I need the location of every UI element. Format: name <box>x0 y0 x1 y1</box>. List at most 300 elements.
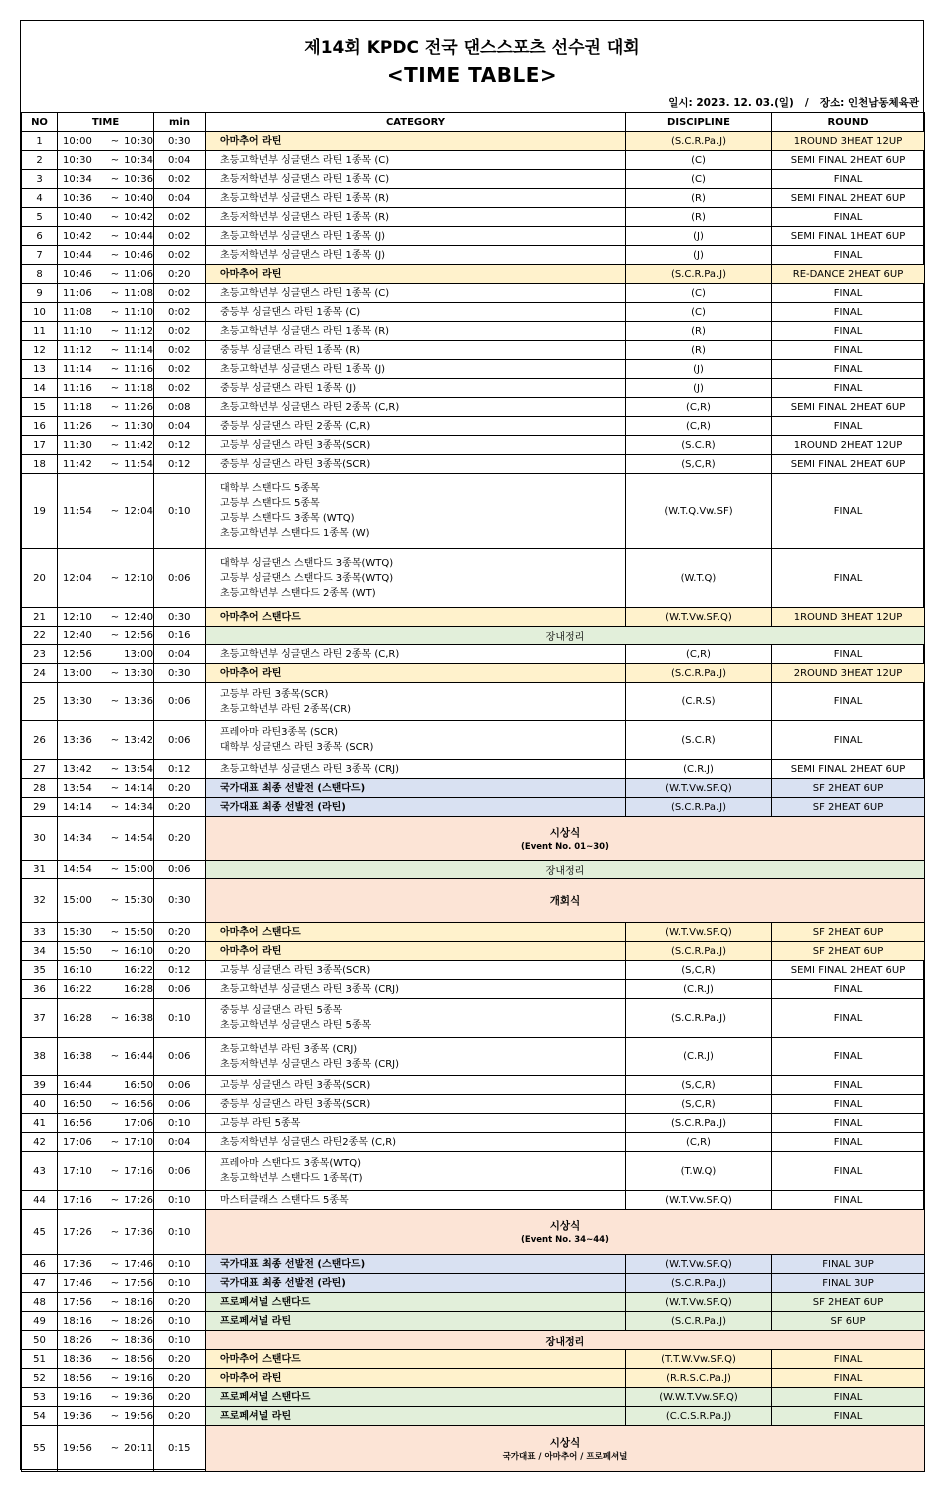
row-round: FINAL <box>772 284 925 303</box>
row-number: 39 <box>22 1076 58 1095</box>
row-category <box>206 189 626 208</box>
row-number: 7 <box>22 246 58 265</box>
time-end: 13:30 <box>124 667 153 679</box>
row-category <box>206 455 626 474</box>
row-category <box>206 474 626 549</box>
category-line: 초등고학년부 라틴 2종목(CR) <box>220 703 352 715</box>
row-minutes: 0:02 <box>154 208 206 227</box>
row-discipline: (C) <box>626 284 772 303</box>
time-tilde: ~ <box>110 173 120 185</box>
time-tilde: ~ <box>110 1372 120 1384</box>
time-start: 14:14 <box>63 801 92 813</box>
time-tilde: ~ <box>110 1277 120 1289</box>
row-time <box>58 817 154 861</box>
span-title: 장내정리 <box>545 1336 585 1348</box>
table-row <box>22 779 925 798</box>
row-category <box>206 1350 626 1369</box>
row-time <box>58 645 154 664</box>
time-end: 11:26 <box>124 401 153 413</box>
row-discipline: (S.C.R.Pa.J) <box>626 664 772 683</box>
row-number: 2 <box>22 151 58 170</box>
row-time <box>58 227 154 246</box>
row-round: FINAL <box>772 721 925 760</box>
row-number: 21 <box>22 608 58 627</box>
table-row <box>22 246 925 265</box>
row-number: 47 <box>22 1274 58 1293</box>
time-start: 12:10 <box>63 611 92 623</box>
row-discipline: (C,R) <box>626 1133 772 1152</box>
span-subtitle: (Event No. 34~44) <box>521 1235 609 1245</box>
row-time <box>58 798 154 817</box>
row-round: FINAL <box>772 683 925 721</box>
time-tilde: ~ <box>110 763 120 775</box>
row-round: FINAL <box>772 246 925 265</box>
span-subtitle: 국가대표 / 아마추어 / 프로페셔널 <box>502 1451 628 1462</box>
time-end: 11:18 <box>124 382 153 394</box>
time-end: 19:16 <box>124 1372 153 1384</box>
row-category <box>206 170 626 189</box>
row-minutes: 0:10 <box>154 474 206 549</box>
table-row <box>22 208 925 227</box>
time-tilde: ~ <box>110 1194 120 1206</box>
row-discipline: (S.C.R) <box>626 436 772 455</box>
time-start: 16:56 <box>63 1117 92 1129</box>
category-line: 대학부 싱글댄스 스탠다드 3종목(WTQ) <box>220 557 394 569</box>
row-minutes: 0:06 <box>154 861 206 879</box>
row-number: 11 <box>22 322 58 341</box>
time-end: 11:30 <box>124 420 153 432</box>
time-start: 14:54 <box>63 864 92 875</box>
time-start: 19:36 <box>63 1410 92 1422</box>
table-row <box>22 455 925 474</box>
time-end: 18:36 <box>124 1334 153 1346</box>
row-category <box>206 980 626 999</box>
row-minutes: 0:20 <box>154 1293 206 1312</box>
row-time <box>58 683 154 721</box>
row-minutes: 0:30 <box>154 608 206 627</box>
category-line: 프레아마 스탠다드 3종목(WTQ) <box>220 1158 361 1169</box>
row-discipline: (T.W.Q) <box>626 1152 772 1191</box>
row-minutes: 0:02 <box>154 379 206 398</box>
row-minutes: 0:02 <box>154 360 206 379</box>
time-tilde: ~ <box>110 382 120 394</box>
time-end: 10:34 <box>124 154 153 166</box>
row-category <box>206 398 626 417</box>
row-span-event <box>206 817 925 861</box>
category-line: 초등저학년부 싱글댄스 라틴2종목 (C,R) <box>220 1136 397 1148</box>
table-row <box>22 942 925 961</box>
time-end: 17:56 <box>124 1277 153 1289</box>
header-no: NO <box>22 113 58 132</box>
table-header-row <box>22 113 925 132</box>
time-start: 10:30 <box>63 154 92 166</box>
time-tilde: ~ <box>110 945 120 957</box>
row-discipline: (R) <box>626 341 772 360</box>
row-round: FINAL <box>772 1152 925 1191</box>
time-start: 11:30 <box>63 439 92 451</box>
row-discipline: (C.R.J) <box>626 1038 772 1076</box>
row-round: FINAL <box>772 1095 925 1114</box>
time-tilde: ~ <box>110 363 120 375</box>
row-time <box>58 1255 154 1274</box>
time-tilde: ~ <box>110 420 120 432</box>
row-time <box>58 189 154 208</box>
time-tilde: ~ <box>110 249 120 261</box>
row-minutes: 0:02 <box>154 246 206 265</box>
row-round: 1ROUND 3HEAT 12UP <box>772 132 925 151</box>
category-line: 초등저학년부 싱글댄스 라틴 1종목 (J) <box>220 249 386 261</box>
row-discipline: (S,C,R) <box>626 1076 772 1095</box>
time-end: 19:36 <box>124 1391 153 1403</box>
table-row <box>22 189 925 208</box>
row-discipline: (J) <box>626 246 772 265</box>
row-discipline: (J) <box>626 360 772 379</box>
time-tilde: ~ <box>110 1098 120 1110</box>
row-number: 48 <box>22 1293 58 1312</box>
row-number: 15 <box>22 398 58 417</box>
row-category <box>206 1255 626 1274</box>
row-discipline: (S.C.R.Pa.J) <box>626 132 772 151</box>
row-time <box>58 360 154 379</box>
time-end: 14:54 <box>124 833 153 844</box>
time-start: 16:22 <box>63 983 92 995</box>
row-round: FINAL <box>772 341 925 360</box>
time-end: 19:56 <box>124 1410 153 1422</box>
row-category <box>206 284 626 303</box>
row-round: FINAL <box>772 549 925 608</box>
row-discipline: (R) <box>626 322 772 341</box>
table-row <box>22 1293 925 1312</box>
time-tilde: ~ <box>110 895 120 906</box>
row-minutes: 0:30 <box>154 132 206 151</box>
time-tilde: ~ <box>110 926 120 938</box>
table-row <box>22 227 925 246</box>
row-minutes: 0:12 <box>154 436 206 455</box>
row-number: 40 <box>22 1095 58 1114</box>
row-number: 52 <box>22 1369 58 1388</box>
time-end: 11:42 <box>124 439 153 451</box>
row-minutes: 0:30 <box>154 879 206 923</box>
time-tilde: ~ <box>110 211 120 223</box>
row-round: SF 2HEAT 6UP <box>772 779 925 798</box>
event-venue: 장소: 인천남동체육관 <box>819 97 919 109</box>
row-category <box>206 1369 626 1388</box>
table-row <box>22 961 925 980</box>
row-time <box>58 760 154 779</box>
time-start: 17:26 <box>63 1226 92 1238</box>
row-discipline: (W.T.Vw.SF.Q) <box>626 779 772 798</box>
row-time <box>58 627 154 645</box>
table-row <box>22 1038 925 1076</box>
time-start: 18:26 <box>63 1334 92 1346</box>
row-number: 34 <box>22 942 58 961</box>
span-title: 시상식 <box>549 826 581 839</box>
time-tilde: ~ <box>110 154 120 166</box>
row-discipline: (C.C.S.R.Pa.J) <box>626 1407 772 1426</box>
row-number: 45 <box>22 1210 58 1255</box>
row-span-event <box>206 1331 925 1350</box>
row-time <box>58 151 154 170</box>
row-category <box>206 645 626 664</box>
row-discipline: (W.T.Vw.SF.Q) <box>626 923 772 942</box>
category-line: 아마추어 스탠다드 <box>220 1353 301 1365</box>
row-number: 36 <box>22 980 58 999</box>
table-row <box>22 1152 925 1191</box>
row-category <box>206 1152 626 1191</box>
time-tilde: ~ <box>110 1258 120 1270</box>
table-row <box>22 980 925 999</box>
time-end: 12:40 <box>124 611 153 623</box>
time-tilde: ~ <box>110 344 120 356</box>
span-title: 시상식 <box>549 1436 581 1449</box>
row-number: 12 <box>22 341 58 360</box>
row-minutes: 0:04 <box>154 151 206 170</box>
category-line: 초등고학년부 스탠다드 1종목(T) <box>220 1173 363 1184</box>
row-minutes: 0:20 <box>154 1407 206 1426</box>
category-line: 초등저학년부 싱글댄스 라틴 3종목 (CRJ) <box>220 1058 399 1070</box>
row-round: FINAL <box>772 170 925 189</box>
category-line: 아마추어 스탠다드 <box>220 611 301 623</box>
category-line: 국가대표 최종 선발전 (라틴) <box>220 1277 346 1289</box>
time-end: 12:10 <box>124 572 153 584</box>
time-start: 11:42 <box>63 458 92 470</box>
row-round: SEMI FINAL 2HEAT 6UP <box>772 151 925 170</box>
time-end: 16:56 <box>124 1098 153 1110</box>
row-number: 9 <box>22 284 58 303</box>
table-row <box>22 1388 925 1407</box>
category-line: 초등고학년부 싱글댄스 라틴 1종목 (C) <box>220 287 390 299</box>
time-start: 12:04 <box>63 572 92 584</box>
row-time <box>58 1114 154 1133</box>
table-row <box>22 760 925 779</box>
time-end: 18:56 <box>124 1353 153 1365</box>
table-row <box>22 1350 925 1369</box>
row-round: FINAL <box>772 1350 925 1369</box>
row-round: FINAL <box>772 474 925 549</box>
row-number: 32 <box>22 879 58 923</box>
row-minutes: 0:04 <box>154 189 206 208</box>
row-number: 46 <box>22 1255 58 1274</box>
time-start: 16:28 <box>63 1012 92 1024</box>
row-discipline: (C,R) <box>626 398 772 417</box>
row-number: 50 <box>22 1331 58 1350</box>
row-number: 14 <box>22 379 58 398</box>
category-line: 대학부 싱글댄스 라틴 3종목 (SCR) <box>220 742 374 753</box>
table-row <box>22 817 925 861</box>
row-time <box>58 721 154 760</box>
row-time <box>58 455 154 474</box>
time-start: 17:56 <box>63 1296 92 1308</box>
time-tilde: ~ <box>110 1136 120 1148</box>
category-line: 프로페셔널 라틴 <box>220 1315 292 1327</box>
table-row <box>22 1369 925 1388</box>
row-minutes: 0:20 <box>154 1369 206 1388</box>
table-row <box>22 322 925 341</box>
table-row <box>22 474 925 549</box>
row-discipline: (W.T.Vw.SF.Q) <box>626 1293 772 1312</box>
row-discipline: (S,C,R) <box>626 455 772 474</box>
time-end: 17:36 <box>124 1226 153 1238</box>
time-tilde: ~ <box>110 401 120 413</box>
table-row <box>22 608 925 627</box>
row-discipline: (W.T.Vw.SF.Q) <box>626 608 772 627</box>
category-line: 초등고학년부 싱글댄스 라틴 1종목 (J) <box>220 230 386 242</box>
time-start: 10:00 <box>63 135 92 147</box>
header-time: TIME <box>58 113 154 132</box>
row-discipline: (C.R.S) <box>626 683 772 721</box>
time-start: 18:16 <box>63 1315 92 1327</box>
row-time <box>58 923 154 942</box>
row-time <box>58 608 154 627</box>
category-line: 중등부 싱글댄스 라틴 5종목 <box>220 1005 343 1016</box>
time-tilde: ~ <box>110 833 120 844</box>
row-category <box>206 132 626 151</box>
category-line: 프레아마 라틴3종목 (SCR) <box>220 727 339 738</box>
row-category <box>206 1388 626 1407</box>
row-minutes: 0:20 <box>154 779 206 798</box>
row-number: 49 <box>22 1312 58 1331</box>
row-discipline: (S,C,R) <box>626 1095 772 1114</box>
time-start: 13:30 <box>63 696 92 707</box>
time-end: 15:50 <box>124 926 153 938</box>
category-line: 초등고학년부 스탠다드 1종목 (W) <box>220 528 370 539</box>
table-row <box>22 683 925 721</box>
row-number: 10 <box>22 303 58 322</box>
time-start: 10:42 <box>63 230 92 242</box>
time-tilde: ~ <box>110 1051 120 1062</box>
row-number: 53 <box>22 1388 58 1407</box>
row-minutes: 0:02 <box>154 303 206 322</box>
category-line: 고등부 싱글댄스 라틴 3종목(SCR) <box>220 439 371 451</box>
row-category <box>206 1191 626 1210</box>
row-discipline: (S.C.R.Pa.J) <box>626 1312 772 1331</box>
row-number: 22 <box>22 627 58 645</box>
row-round: FINAL <box>772 417 925 436</box>
table-body <box>22 132 925 1472</box>
category-line: 초등고학년부 싱글댄스 라틴 5종목 <box>220 1020 372 1031</box>
category-line: 프로페셔널 라틴 <box>220 1410 292 1422</box>
row-number: 26 <box>22 721 58 760</box>
category-line: 초등저학년부 싱글댄스 라틴 1종목 (C) <box>220 173 390 185</box>
row-minutes: 0:16 <box>154 627 206 645</box>
row-discipline: (J) <box>626 379 772 398</box>
row-minutes: 0:10 <box>154 999 206 1038</box>
row-minutes: 0:10 <box>154 1191 206 1210</box>
time-start: 10:40 <box>63 211 92 223</box>
row-minutes: 0:12 <box>154 455 206 474</box>
time-start: 13:36 <box>63 734 92 746</box>
row-number: 24 <box>22 664 58 683</box>
category-line: 초등고학년부 싱글댄스 라틴 2종목 (C,R) <box>220 401 400 413</box>
time-end: 10:42 <box>124 211 153 223</box>
time-end: 16:28 <box>124 983 153 995</box>
row-time <box>58 1331 154 1350</box>
row-round: FINAL 3UP <box>772 1255 925 1274</box>
row-time <box>58 879 154 923</box>
row-minutes: 0:06 <box>154 980 206 999</box>
time-start: 16:50 <box>63 1098 92 1110</box>
row-minutes: 0:20 <box>154 1388 206 1407</box>
row-number: 19 <box>22 474 58 549</box>
time-end: 17:06 <box>124 1117 153 1129</box>
row-discipline: (S.C.R) <box>626 721 772 760</box>
time-start: 11:26 <box>63 420 92 432</box>
row-category <box>206 721 626 760</box>
row-category <box>206 923 626 942</box>
time-tilde: ~ <box>110 801 120 813</box>
row-minutes: 0:10 <box>154 1210 206 1255</box>
time-end: 11:08 <box>124 287 153 299</box>
table-row <box>22 645 925 664</box>
row-category <box>206 1133 626 1152</box>
row-discipline: (S.C.R.Pa.J) <box>626 798 772 817</box>
category-line: 고등부 스탠다드 5종목 <box>220 498 320 509</box>
row-number: 17 <box>22 436 58 455</box>
time-start: 10:34 <box>63 173 92 185</box>
row-number: 27 <box>22 760 58 779</box>
row-discipline: (W.T.Q.Vw.SF) <box>626 474 772 549</box>
row-minutes: 0:04 <box>154 1133 206 1152</box>
time-tilde: ~ <box>110 135 120 147</box>
row-round: FINAL <box>772 379 925 398</box>
table-row <box>22 1210 925 1255</box>
row-round: FINAL <box>772 1133 925 1152</box>
time-start: 19:16 <box>63 1391 92 1403</box>
row-round: 1ROUND 2HEAT 12UP <box>772 436 925 455</box>
row-category <box>206 549 626 608</box>
row-category <box>206 303 626 322</box>
row-number: 54 <box>22 1407 58 1426</box>
time-start: 10:46 <box>63 268 92 280</box>
span-title: 장내정리 <box>545 866 585 877</box>
category-line: 마스터클래스 스탠다드 5종목 <box>220 1194 349 1206</box>
category-line: 고등부 싱글댄스 라틴 3종목(SCR) <box>220 964 371 976</box>
time-tilde: ~ <box>110 192 120 204</box>
category-line: 초등고학년부 라틴 3종목 (CRJ) <box>220 1043 358 1055</box>
table-row <box>22 303 925 322</box>
table-row <box>22 627 925 645</box>
row-time <box>58 1369 154 1388</box>
row-discipline: (S.C.R.Pa.J) <box>626 942 772 961</box>
row-time <box>58 398 154 417</box>
row-time <box>58 474 154 549</box>
category-line: 초등고학년부 싱글댄스 라틴 2종목 (C,R) <box>220 648 400 660</box>
time-tilde: ~ <box>110 505 120 517</box>
row-time <box>58 999 154 1038</box>
row-category <box>206 208 626 227</box>
row-time <box>58 132 154 151</box>
time-end: 10:40 <box>124 192 153 204</box>
span-subtitle: (Event No. 01~30) <box>521 841 609 852</box>
row-round: FINAL <box>772 1114 925 1133</box>
time-end: 17:26 <box>124 1194 153 1206</box>
row-discipline: (R.R.S.C.Pa.J) <box>626 1369 772 1388</box>
table-row <box>22 436 925 455</box>
time-end: 17:10 <box>124 1136 153 1148</box>
row-number: 33 <box>22 923 58 942</box>
row-minutes: 0:30 <box>154 664 206 683</box>
row-time <box>58 1076 154 1095</box>
page-title: 제14회 KPDC 전국 댄스스포츠 선수권 대회 <box>304 38 640 58</box>
row-round: 2ROUND 3HEAT 12UP <box>772 664 925 683</box>
time-start: 11:06 <box>63 287 92 299</box>
row-category <box>206 246 626 265</box>
time-tilde: ~ <box>110 572 120 584</box>
category-line: 중등부 싱글댄스 라틴 3종목(SCR) <box>220 1098 371 1110</box>
row-number: 30 <box>22 817 58 861</box>
time-tilde: ~ <box>110 1226 120 1238</box>
time-end: 10:46 <box>124 249 153 261</box>
